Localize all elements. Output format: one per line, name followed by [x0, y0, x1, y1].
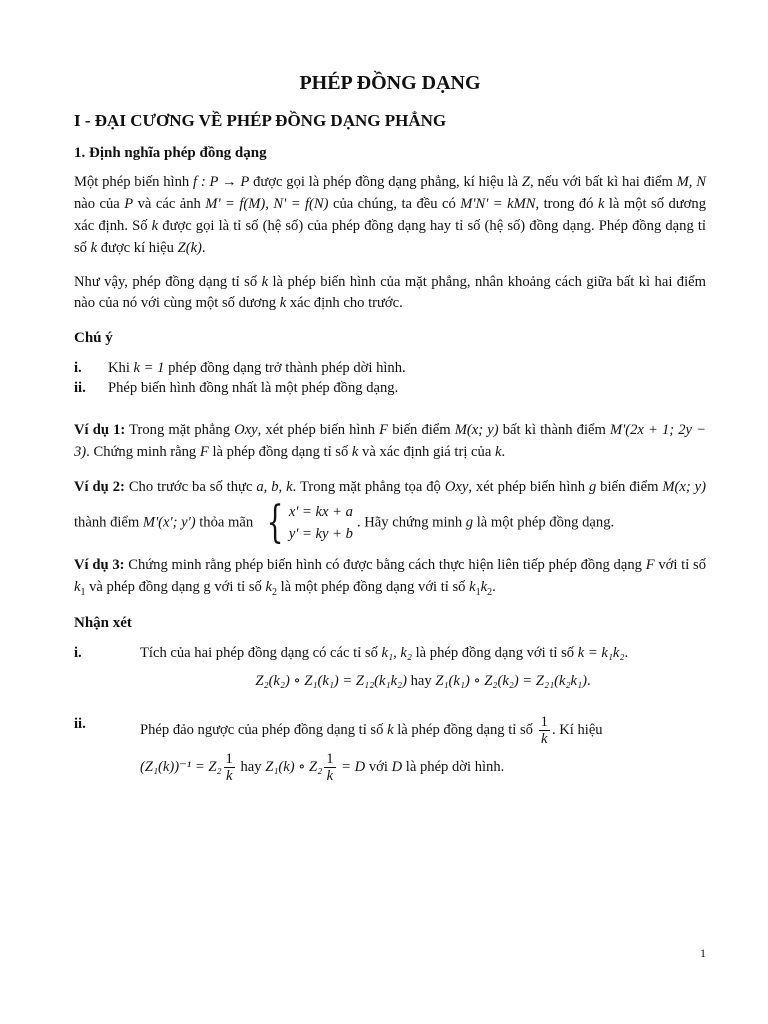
fraction: $\frac{1}{k}$: [540, 714, 548, 748]
note-list: [74, 358, 706, 398]
document-title: PHÉP ĐỒNG DẠNG: [299, 72, 481, 94]
list-item: i. Khi k = 1 phép đồng dạng trở thành phép dời hình.: [74, 359, 406, 376]
section-heading: I - ĐẠI CƯƠNG VỀ PHÉP ĐỒNG DẠNG PHẲNG: [74, 111, 447, 130]
note-heading: Chú ý: [74, 330, 113, 347]
document-page: [74, 68, 706, 784]
fraction: $\frac{1}{k}$: [225, 751, 233, 785]
subsection-heading: 1. Định nghĩa phép đồng dạng: [74, 144, 267, 161]
example-3: Ví dụ 3: Chứng minh rằng phép biến hình có được bằng cách thực hiện liên tiếp phép đồng dạng F với tỉ số $k_1$ và phép đồng dạng g với tỉ số $k_2$ là một phép đồng dạng với tỉ số $k_1k_2$.: [74, 557, 707, 599]
equation-system: { x' = kx + a y' = ky + b: [266, 497, 353, 549]
definition-explanation: Như vậy, phép đồng dạng tỉ số k là phép biến hình của mặt phẳng, nhân khoảng cách giữa bất kì hai điểm nào của nó với cùng một số dương k xác định cho trước.: [74, 273, 706, 312]
inverse-formula: (Z₁(k))⁻¹ = Z₂ $\frac{1}{k}$ hay Z₁(k) ∘ Z₂ $\frac{1}{k}$ = D với D là phép dời hình.: [140, 751, 505, 785]
remark-2: ii. Phép đảo ngược của phép đồng dạng tỉ số k là phép đồng dạng tỉ số $\frac{1}{k}$ . Kí hiệu: [74, 714, 603, 748]
fraction: $\frac{1}{k}$: [326, 751, 334, 785]
example-2: Ví dụ 2: Cho trước ba số thực a, b, k. Trong mặt phẳng tọa độ Oxy, xét phép biến hình g biến điểm M(x; y) thành điểm M'(x'; y') thỏa mãn { x' = kx + a y' = ky + b . Hãy chứng minh g là một phép đồng dạng.: [74, 478, 707, 549]
remark-heading: Nhận xét: [74, 615, 132, 632]
formula: Z₂(k₂) ∘ Z₁(k₁) = Z₁₂(k₁k₂) hay Z₁(k₁) ∘ Z₂(k₂) = Z₂₁(k₂k₁).: [255, 672, 591, 689]
example-1: Ví dụ 1: Trong mặt phẳng Oxy, xét phép biến hình F biến điểm M(x; y) bất kì thành điểm M'(2x + 1; 2y − 3). Chứng minh rằng F là phép đồng dạng tỉ số k và xác định giá trị của k.: [74, 421, 706, 460]
definition-paragraph: Một phép biến hình f : P → P được gọi là phép đồng dạng phẳng, kí hiệu là Z, nếu với bất kì hai điểm M, N nào của P và các ảnh M' = f(M), N' = f(N) của chúng, ta đều có M'N' = kMN, trong đó k là một số dương xác định. Số k được gọi là tỉ số (hệ số) của phép đồng dạng hay tỉ số (hệ số) đồng dạng. Phép đồng dạng tỉ số k được kí hiệu Z(k).: [74, 174, 706, 256]
page-number: 1: [700, 946, 706, 960]
remark-1: i. Tích của hai phép đồng dạng có các tỉ số k₁, k₂ là phép đồng dạng với tỉ số k = k₁k₂. Z₂(k₂) ∘ Z₁(k₁) = Z₁₂(k₁k₂) hay Z₁(k₁) ∘ Z₂(k₂) = Z₂₁(k₂k₁).: [74, 643, 706, 693]
list-item: ii. Phép biến hình đồng nhất là một phép đồng dạng.: [74, 379, 399, 396]
